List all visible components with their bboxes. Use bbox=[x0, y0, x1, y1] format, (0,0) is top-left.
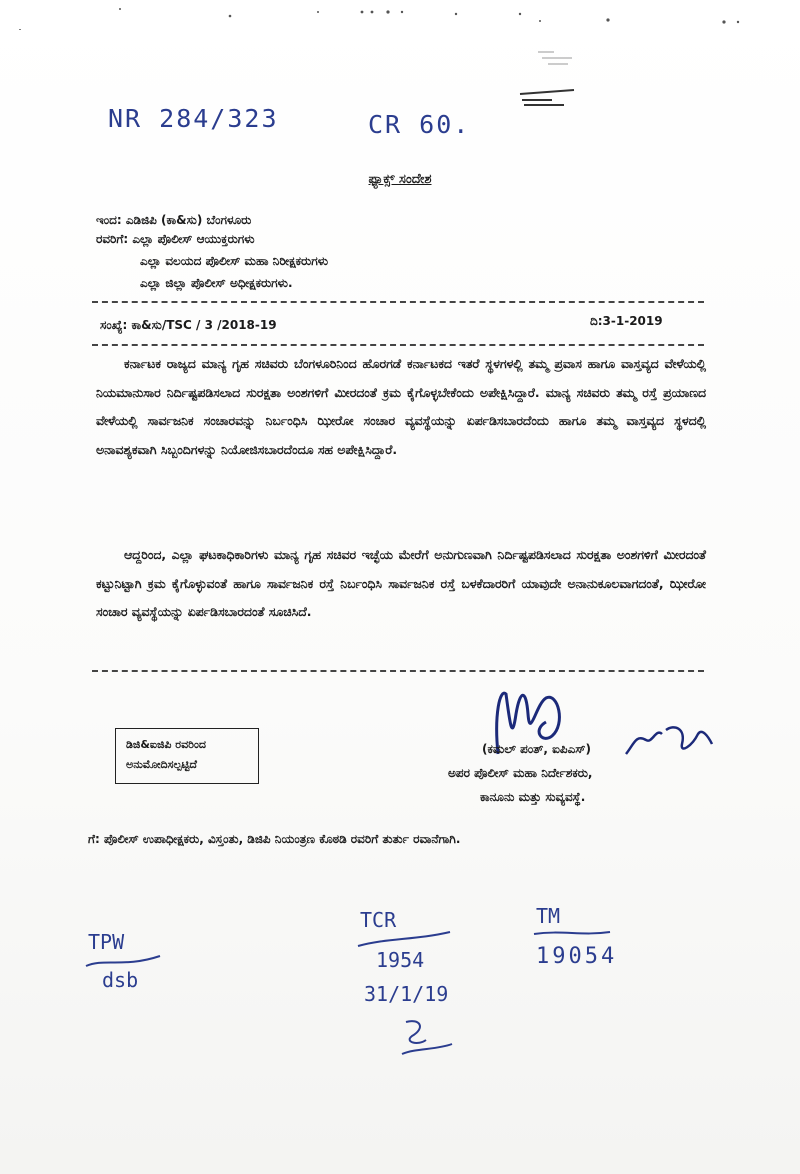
handwritten-tcr-number: 1954 bbox=[376, 948, 425, 972]
handwritten-underline bbox=[356, 930, 452, 950]
faint-stamp-mark bbox=[530, 42, 590, 72]
divider-dashed bbox=[92, 344, 704, 346]
received-stamp-mark bbox=[518, 88, 576, 108]
handwritten-initials bbox=[396, 1014, 456, 1060]
handwritten-cr-number: CR 60. bbox=[368, 110, 471, 139]
approval-line-2: ಅನುಮೋದಿಸಲ್ಪಟ್ಟಿದೆ bbox=[126, 758, 197, 771]
handwritten-tcr-date: 31/1/19 bbox=[364, 982, 449, 1006]
signatory-department: ಕಾನೂನು ಮತ್ತು ಸುವ್ಯವಸ್ಥೆ. bbox=[480, 790, 586, 804]
recipient-line-3: ಎಲ್ಲಾ ಜಿಲ್ಲಾ ಪೊಲೀಸ್ ಅಧೀಕ್ಷಕರುಗಳು. bbox=[140, 276, 293, 290]
handwritten-underline bbox=[532, 926, 612, 940]
divider-dashed bbox=[92, 301, 704, 303]
sender-line: ಇಂದ: ಎಡಿಜಿಪಿ (ಕಾ&ಸು) ಬೆಂಗಳೂರು bbox=[96, 213, 252, 227]
handwritten-dispatch-note: TPW bbox=[88, 930, 125, 954]
divider-dashed bbox=[92, 670, 704, 672]
reference-number: ಸಂಖ್ಯೆ: ಕಾ&ಸು/TSC / 3 /2018-19 bbox=[100, 318, 277, 332]
recipient-line-2: ಎಲ್ಲಾ ವಲಯದ ಪೊಲೀಸ್ ಮಹಾ ನಿರೀಕ್ಷಕರುಗಳು bbox=[140, 254, 329, 268]
recipient-line-1: ರವರಿಗೆ: ಎಲ್ಲಾ ಪೊಲೀಸ್ ಆಯುಕ್ತರುಗಳು bbox=[96, 232, 255, 246]
handwritten-reference: NR 284/323 bbox=[108, 104, 279, 133]
handwritten-tm-label: TM bbox=[536, 904, 561, 928]
handwritten-tm-number: 19054 bbox=[536, 944, 618, 969]
approval-line-1: ಡಿಜಿ&ಐಜಿಪಿ ರವರಿಂದ bbox=[126, 738, 206, 751]
copy-to-line: ಗೆ: ಪೊಲೀಸ್ ಉಪಾಧೀಕ್ಷಕರು, ವಿಸ್ತಂತು, ಡಿಜಿಪಿ ನಿಯಂತ್ರಣ ಕೊಠಡಿ ರವರಿಗೆ ತುರ್ತು ರವಾನೆಗಾಗಿ. bbox=[88, 832, 461, 846]
signatory-title: ಅಪರ ಪೊಲೀಸ್ ಮಹಾ ನಿರ್ದೇಶಕರು, bbox=[448, 766, 593, 780]
body-paragraph-1: ಕರ್ನಾಟಕ ರಾಜ್ಯದ ಮಾನ್ಯ ಗೃಹ ಸಚಿವರು ಬೆಂಗಳೂರಿನಿಂದ ಹೊರಗಡೆ ಕರ್ನಾಟಕದ ಇತರೆ ಸ್ಥಳಗಳಲ್ಲಿ ತಮ್ಮ ಪ್ರವಾಸ ಹಾಗೂ ವಾಸ್ತವ್ಯದ ವೇಳೆಯಲ್ಲಿ ನಿಯಮಾನುಸಾರ ನಿರ್ದಿಷ್ಟಪಡಿಸಲಾದ ಸುರಕ್ಷತಾ ಅಂಶಗಳಿಗೆ ಮೀರದಂತೆ ಕ್ರಮ ಕೈಗೊಳ್ಳಬೇಕೆಂದು ಅಪೇಕ್ಷಿಸಿದ್ದಾರೆ. ಮಾನ್ಯ ಸಚಿವರು ತಮ್ಮ ರಸ್ತೆ ಪ್ರಯಾಣದ ವೇಳೆಯಲ್ಲಿ ಸಾರ್ವಜನಿಕ ಸಂಚಾರವನ್ನು ನಿರ್ಬಂಧಿಸಿ ಝೀರೋ ಸಂಚಾರ ವ್ಯವಸ್ಥೆಯನ್ನು ಏರ್ಪಡಿಸಬಾರದೆಂದು ಹಾಗೂ ತಮ್ಮ ವಾಸ್ತವ್ಯದ ಸ್ಥಳದಲ್ಲಿ ಅನಾವಶ್ಯಕವಾಗಿ ಸಿಬ್ಬಂದಿಗಳನ್ನು ನಿಯೋಜಿಸಬಾರದೆಂದೂ ಸಹ ಅಪೇಕ್ಷಿಸಿದ್ದಾರೆ. bbox=[96, 356, 706, 457]
approval-box bbox=[115, 728, 259, 784]
handwritten-tcr-label: TCR bbox=[360, 908, 397, 932]
document-date: ದಿ:3-1-2019 bbox=[590, 314, 663, 328]
document-title: ಫ್ಯಾಕ್ಸ್ ಸಂದೇಶ bbox=[368, 172, 432, 187]
body-paragraph-2: ಆದ್ದರಿಂದ, ಎಲ್ಲಾ ಘಟಕಾಧಿಕಾರಿಗಳು ಮಾನ್ಯ ಗೃಹ ಸಚಿವರ ಇಚ್ಛೆಯ ಮೇರೆಗೆ ಅನುಗುಣವಾಗಿ ನಿರ್ದಿಷ್ಟಪಡಿಸಲಾದ ಸುರಕ್ಷತಾ ಅಂಶಗಳಿಗೆ ಮೀರದಂತೆ ಕಟ್ಟುನಿಟ್ಟಾಗಿ ಕ್ರಮ ಕೈಗೊಳ್ಳುವಂತೆ ಹಾಗೂ ಸಾರ್ವಜನಿಕ ರಸ್ತೆ ನಿರ್ಬಂಧಿಸಿ ಸಾರ್ವಜನಿಕ ರಸ್ತೆ ಬಳಕೆದಾರರಿಗೆ ಯಾವುದೇ ಅನಾನುಕೂಲವಾಗದಂತೆ, ಝೀರೋ ಸಂಚಾರ ವ್ಯವಸ್ಥೆಯನ್ನು ಏರ್ಪಡಿಸಬಾರದಂತೆ ಸೂಚಿಸಿದೆ. bbox=[96, 547, 706, 619]
scan-speckle-marks bbox=[0, 0, 800, 30]
handwritten-dispatch-initials: dsb bbox=[102, 968, 139, 992]
signatory-name: (ಕಮಲ್ ಪಂತ್, ಐಪಿಎಸ್) bbox=[482, 742, 592, 756]
